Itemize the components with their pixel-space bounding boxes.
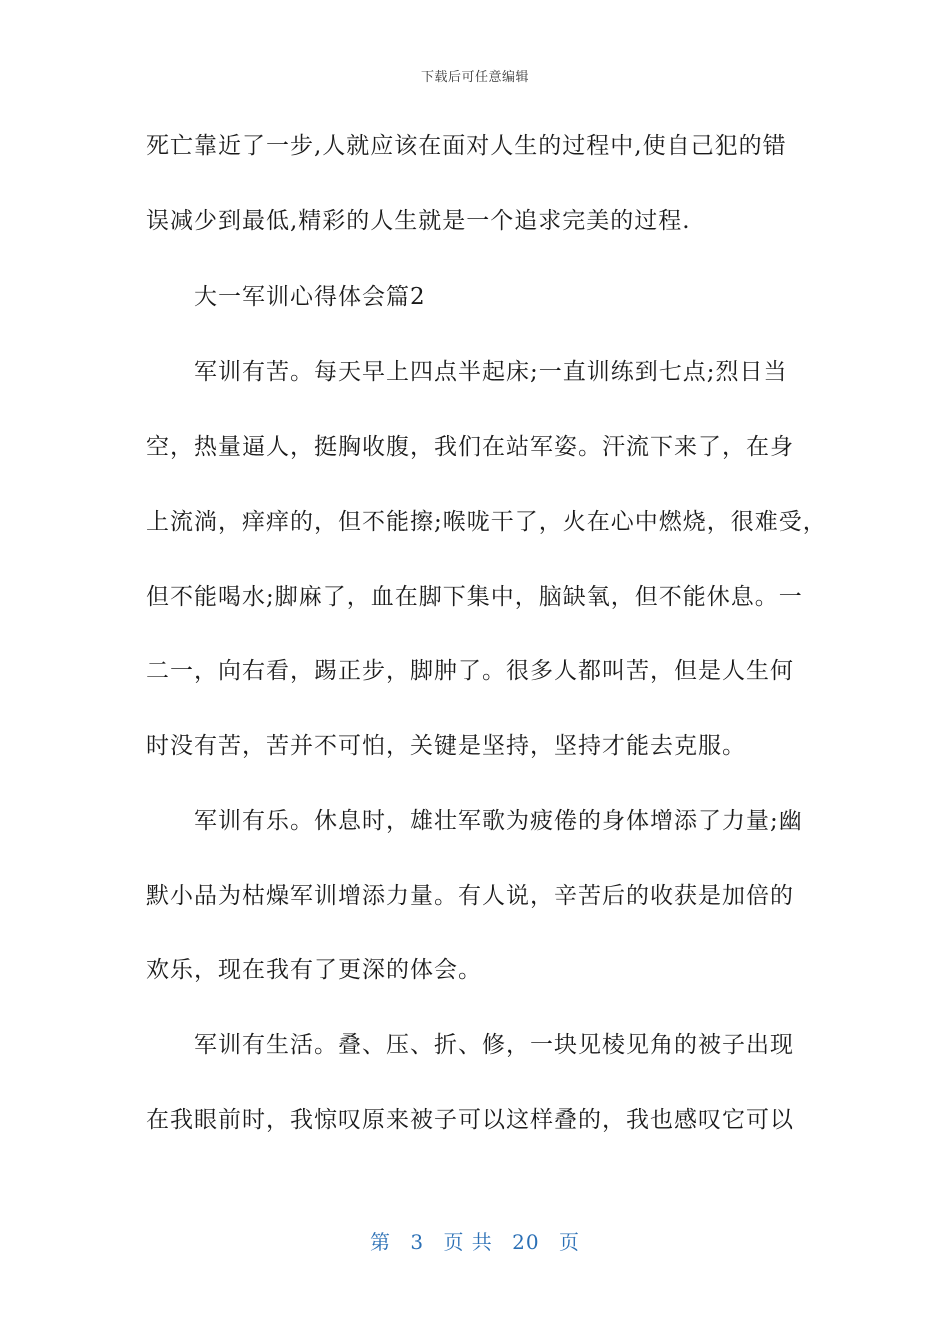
text-line: 在我眼前时，我惊叹原来被子可以这样叠的，我也感叹它可以: [146, 1107, 794, 1133]
text-line: 二一，向右看，踢正步，脚肿了。很多人都叫苦，但是人生何: [146, 658, 794, 684]
text-line: 但不能喝水;脚麻了，血在脚下集中，脑缺氧，但不能休息。一: [146, 584, 803, 610]
footer-prefix: 第: [370, 1230, 391, 1254]
text-line: 军训有生活。叠、压、折、修，一块见棱见角的被子出现: [194, 1032, 794, 1058]
text-line: 欢乐，现在我有了更深的体会。: [146, 957, 482, 983]
footer-suffix: 页: [558, 1230, 580, 1254]
text-line: 军训有苦。每天早上四点半起床;一直训练到七点;烈日当: [194, 359, 788, 385]
text-line: 时没有苦，苦并不可怕，关键是坚持，坚持才能去克服。: [146, 733, 746, 759]
text-line: 空，热量逼人，挺胸收腹，我们在站军姿。汗流下来了，在身: [146, 434, 794, 460]
section-heading: 大一军训心得体会篇2: [194, 284, 426, 310]
text-line: 误减少到最低,精彩的人生就是一个追求完美的过程.: [146, 208, 691, 234]
footer-middle: 页 共: [443, 1230, 493, 1254]
footer-total-pages: 20: [512, 1230, 540, 1254]
text-line: 默小品为枯燥军训增添力量。有人说，辛苦后的收获是加倍的: [146, 883, 794, 909]
page-footer: [0, 1226, 950, 1255]
footer-page-number: 3: [410, 1230, 425, 1254]
text-line: 军训有乐。休息时，雄壮军歌为疲倦的身体增添了力量;幽: [194, 808, 803, 834]
page-header: 下载后可任意编辑: [420, 70, 529, 85]
text-line: 死亡靠近了一步,人就应该在面对人生的过程中,使自己犯的错: [146, 133, 787, 159]
text-line: 上流淌，痒痒的，但不能擦;喉咙干了，火在心中燃烧，很难受，: [146, 509, 827, 535]
